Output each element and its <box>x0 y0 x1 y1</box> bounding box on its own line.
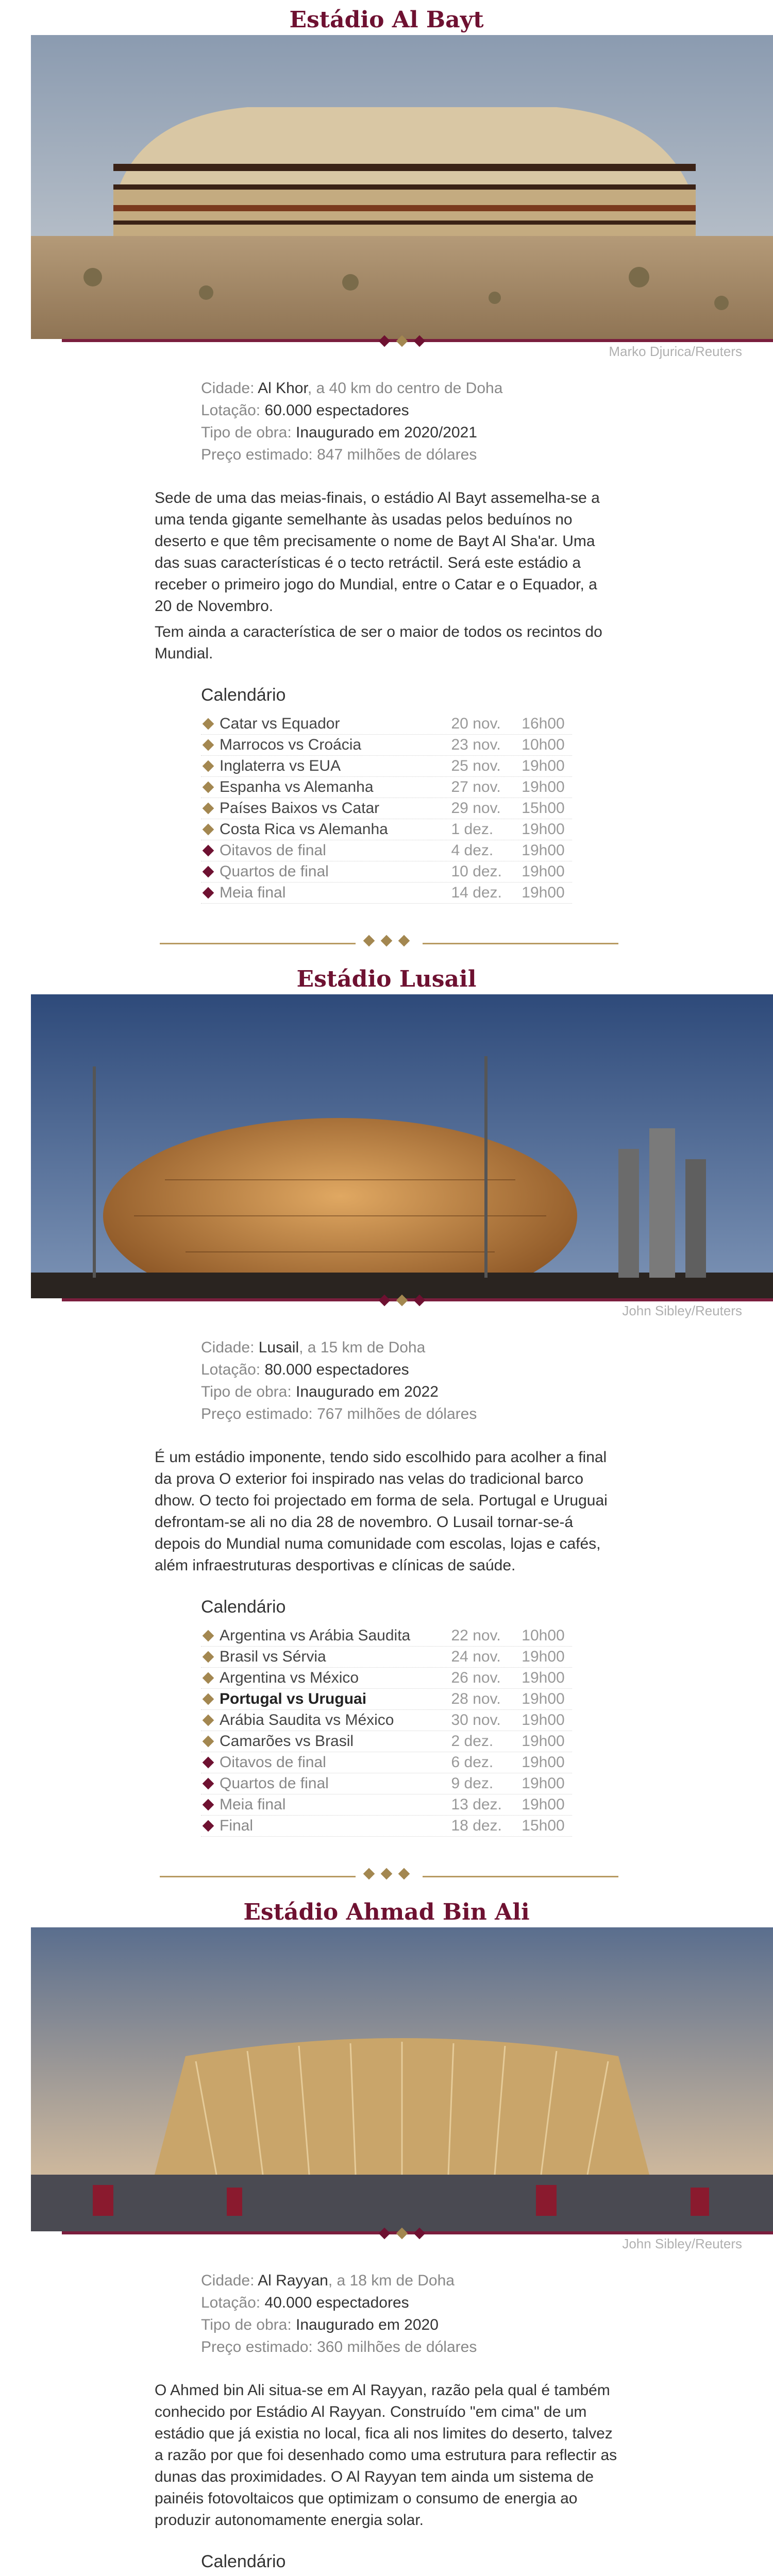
match-name: Países Baixos vs Catar <box>220 800 380 817</box>
fact-label: Tipo de obra: <box>201 424 292 441</box>
fact-value: 40.000 espectadores <box>264 2294 409 2311</box>
match-date: 24 nov. <box>451 1648 501 1665</box>
divider-ornament <box>0 937 773 947</box>
match-date: 27 nov. <box>451 778 501 795</box>
match-date: 1 dez. <box>451 821 494 838</box>
match-time: 19h00 <box>522 884 565 901</box>
fact-value: Inaugurado em 2020 <box>296 2316 439 2333</box>
diamond-icon <box>379 1295 391 1307</box>
match-row <box>201 1752 572 1773</box>
calendar-title: Calendário <box>201 2552 286 2571</box>
city-name: Al Khor <box>258 380 308 397</box>
match-row <box>201 1689 572 1710</box>
match-row <box>201 714 572 735</box>
city-distance: , a 18 km de Doha <box>328 2272 455 2289</box>
knockout-diamond-icon <box>203 1778 214 1790</box>
fact-capacity <box>201 2292 593 2314</box>
divider-ornament <box>0 1870 773 1880</box>
match-time: 10h00 <box>522 736 565 753</box>
match-name <box>220 1690 451 1708</box>
match-date: 13 dez. <box>451 1796 502 1813</box>
diamond-icon <box>396 1295 408 1307</box>
city-distance: , a 40 km do centro de Doha <box>307 380 503 397</box>
match-name: Marrocos vs Croácia <box>220 736 362 753</box>
match-date: 23 nov. <box>451 736 501 753</box>
match-name-highlight: Portugal vs Uruguai <box>220 1690 367 1707</box>
match-date: 25 nov. <box>451 757 501 774</box>
fact-works <box>201 2314 593 2336</box>
match-name: Argentina vs Arábia Saudita <box>220 1627 411 1644</box>
match-time: 19h00 <box>522 821 565 838</box>
fact-price <box>201 1403 593 1425</box>
fact-value: Inaugurado em 2022 <box>296 1383 439 1400</box>
knockout-diamond-icon <box>203 1799 214 1811</box>
match-name: Camarões vs Brasil <box>220 1733 354 1750</box>
match-date: 20 nov. <box>451 715 501 732</box>
stadium-photo <box>31 35 773 339</box>
group-diamond-icon <box>203 782 214 793</box>
fact-label: Preço estimado: <box>201 1405 313 1422</box>
group-diamond-icon <box>203 1672 214 1684</box>
group-diamond-icon <box>203 1715 214 1726</box>
group-diamond-icon <box>203 1651 214 1663</box>
match-time: 19h00 <box>522 1711 565 1728</box>
fact-label: Lotação: <box>201 1361 261 1378</box>
match-row <box>201 798 572 819</box>
stadium-description <box>155 487 618 665</box>
fact-label: Cidade: <box>201 2272 255 2289</box>
match-row <box>201 1710 572 1731</box>
diamond-icon <box>414 2228 426 2240</box>
match-time: 10h00 <box>522 1627 565 1644</box>
section-divider <box>0 1861 773 1892</box>
fact-value: Inaugurado em 2020/2021 <box>296 424 477 441</box>
match-name: Quartos de final <box>220 1775 329 1792</box>
city-distance: , a 15 km de Doha <box>299 1339 426 1356</box>
match-name: Catar vs Equador <box>220 715 340 732</box>
calendar-title: Calendário <box>201 685 286 705</box>
match-name: Espanha vs Alemanha <box>220 778 374 795</box>
match-name: Oitavos de final <box>220 842 326 859</box>
match-row <box>201 1731 572 1752</box>
knockout-diamond-icon <box>203 1820 214 1832</box>
match-name: Meia final <box>220 884 286 901</box>
match-time: 15h00 <box>522 1817 565 1834</box>
match-row <box>201 1625 572 1647</box>
match-date: 29 nov. <box>451 800 501 817</box>
fact-value: 60.000 espectadores <box>264 402 409 419</box>
diamond-icon <box>414 335 426 347</box>
fact-city <box>201 377 593 399</box>
fact-label: Preço estimado: <box>201 446 313 463</box>
match-calendar <box>201 685 572 904</box>
stadium-title: Estádio Lusail <box>296 966 477 992</box>
match-date: 4 dez. <box>451 842 494 859</box>
fact-capacity <box>201 1359 593 1381</box>
stadium-description <box>155 1447 618 1577</box>
match-row <box>201 1794 572 1816</box>
diamond-icon <box>381 1868 393 1880</box>
fact-value: 360 milhões de dólares <box>317 2338 477 2355</box>
match-row <box>201 1816 572 1837</box>
fact-city <box>201 1336 593 1359</box>
match-time: 19h00 <box>522 1690 565 1707</box>
match-row <box>201 840 572 861</box>
match-date: 10 dez. <box>451 863 502 880</box>
group-diamond-icon <box>203 760 214 772</box>
match-name: Arábia Saudita vs México <box>220 1711 394 1728</box>
photo-ornament <box>31 2229 773 2242</box>
match-time: 19h00 <box>522 778 565 795</box>
match-name: Inglaterra vs EUA <box>220 757 341 774</box>
match-time: 16h00 <box>522 715 565 732</box>
fact-capacity <box>201 399 593 421</box>
group-diamond-icon <box>203 718 214 730</box>
group-diamond-icon <box>203 824 214 836</box>
match-time: 19h00 <box>522 1796 565 1813</box>
match-date: 14 dez. <box>451 884 502 901</box>
match-name: Meia final <box>220 1796 286 1813</box>
diamond-icon <box>396 335 408 347</box>
match-date: 22 nov. <box>451 1627 501 1644</box>
match-time: 19h00 <box>522 1754 565 1771</box>
match-row <box>201 777 572 798</box>
stadium-photo <box>31 1927 773 2231</box>
description-paragraph: O Ahmed bin Ali situa-se em Al Rayyan, razão pela qual é também conhecido por Estádio Al Rayyan. Construído "em cima" de um estádio que já existia no local, fica ali nos limites do deserto, talvez a razão por que foi desenhado como uma estrutura para reflectir as dunas das proximidades. O Al Rayyan tem ainda um sistema de painéis fotovoltaicos que optimizam o consumo de energia ao produzir autonomamente energia solar. <box>155 2382 617 2529</box>
knockout-diamond-icon <box>203 1757 214 1769</box>
stadium-facts <box>201 377 593 466</box>
photo-credit: John Sibley/Reuters <box>622 2236 742 2251</box>
photo-ornament <box>31 337 773 349</box>
calendar-title: Calendário <box>201 1597 286 1617</box>
photo-credit: Marko Djurica/Reuters <box>609 344 742 359</box>
match-time: 19h00 <box>522 863 565 880</box>
description-paragraph: Tem ainda a característica de ser o maior de todos os recintos do Mundial. <box>155 623 602 662</box>
match-calendar <box>201 2552 572 2576</box>
match-name: Brasil vs Sérvia <box>220 1648 326 1665</box>
fact-label: Cidade: <box>201 1339 255 1356</box>
diamond-icon <box>396 2228 408 2240</box>
match-row <box>201 735 572 756</box>
match-name: Costa Rica vs Alemanha <box>220 821 388 838</box>
fact-label: Tipo de obra: <box>201 2316 292 2333</box>
fact-price <box>201 444 593 466</box>
diamond-icon <box>363 1868 375 1880</box>
section-divider <box>0 928 773 959</box>
match-date: 26 nov. <box>451 1669 501 1686</box>
fact-price <box>201 2336 593 2358</box>
match-time: 19h00 <box>522 842 565 859</box>
diamond-icon <box>381 935 393 947</box>
fact-value: 767 milhões de dólares <box>317 1405 477 1422</box>
match-row <box>201 861 572 883</box>
match-date: 9 dez. <box>451 1775 494 1792</box>
group-diamond-icon <box>203 739 214 751</box>
diamond-icon <box>414 1295 426 1307</box>
city-name: Al Rayyan <box>258 2272 328 2289</box>
fact-label: Preço estimado: <box>201 2338 313 2355</box>
group-diamond-icon <box>203 803 214 815</box>
match-time: 19h00 <box>522 1669 565 1686</box>
match-date: 6 dez. <box>451 1754 494 1771</box>
stadium-section <box>0 0 773 959</box>
stadium-section <box>0 959 773 1892</box>
photo-ornament <box>31 1296 773 1309</box>
photo-credit: John Sibley/Reuters <box>622 1303 742 1318</box>
match-name: Quartos de final <box>220 863 329 880</box>
group-diamond-icon <box>203 1630 214 1642</box>
fact-value: 847 milhões de dólares <box>317 446 477 463</box>
match-name: Oitavos de final <box>220 1754 326 1771</box>
diamond-icon <box>363 935 375 947</box>
fact-works <box>201 1381 593 1403</box>
fact-label: Cidade: <box>201 380 255 397</box>
diamond-icon <box>398 1868 410 1880</box>
stadium-photo <box>31 994 773 1298</box>
fact-label: Lotação: <box>201 402 261 419</box>
match-row <box>201 883 572 904</box>
fact-label: Lotação: <box>201 2294 261 2311</box>
knockout-diamond-icon <box>203 866 214 878</box>
match-date: 18 dez. <box>451 1817 502 1834</box>
match-row <box>201 1668 572 1689</box>
stadium-facts <box>201 2269 593 2358</box>
fact-value: 80.000 espectadores <box>264 1361 409 1378</box>
diamond-icon <box>398 935 410 947</box>
match-name: Argentina vs México <box>220 1669 359 1686</box>
match-row <box>201 756 572 777</box>
fact-city <box>201 2269 593 2292</box>
fact-works <box>201 421 593 444</box>
match-time: 19h00 <box>522 1648 565 1665</box>
description-paragraph: Sede de uma das meias-finais, o estádio Al Bayt assemelha-se a uma tenda gigante semelhante às usadas pelos beduínos no deserto e que têm precisamente o nome de Bayt Al Sha'ar. Uma das suas características é o tecto retráctil. Será este estádio a receber o primeiro jogo do Mundial, entre o Catar e o Equador, a 20 de Novembro. <box>155 489 600 615</box>
knockout-diamond-icon <box>203 887 214 899</box>
stadium-title: Estádio Al Bayt <box>289 7 484 33</box>
group-diamond-icon <box>203 1693 214 1705</box>
diamond-icon <box>379 335 391 347</box>
match-calendar <box>201 1597 572 1837</box>
match-name: Final <box>220 1817 254 1834</box>
diamond-icon <box>379 2228 391 2240</box>
match-date: 28 nov. <box>451 1690 501 1707</box>
stadium-section <box>0 1892 773 2576</box>
city-name: Lusail <box>258 1339 299 1356</box>
stadium-title: Estádio Ahmad Bin Ali <box>243 1899 530 1925</box>
match-date: 30 nov. <box>451 1711 501 1728</box>
match-date: 2 dez. <box>451 1733 494 1750</box>
group-diamond-icon <box>203 1736 214 1748</box>
stadium-facts <box>201 1336 593 1425</box>
stadium-description <box>155 2380 618 2531</box>
match-row <box>201 819 572 840</box>
match-time: 15h00 <box>522 800 565 817</box>
match-time: 19h00 <box>522 1733 565 1750</box>
fact-label: Tipo de obra: <box>201 1383 292 1400</box>
match-time: 19h00 <box>522 1775 565 1792</box>
match-row <box>201 1773 572 1794</box>
match-row <box>201 1647 572 1668</box>
knockout-diamond-icon <box>203 845 214 857</box>
description-paragraph: É um estádio imponente, tendo sido escolhido para acolher a final da prova O exterior foi inspirado nas velas do tradicional barco dhow. O tecto foi projectado em forma de sela. Portugal e Uruguai defrontam-se ali no dia 28 de novembro. O Lusail tornar-se-á depois do Mundial numa comunidade com escolas, lojas e cafés, além infraestruturas desportivas e clínicas de saúde. <box>155 1449 608 1574</box>
match-time: 19h00 <box>522 757 565 774</box>
